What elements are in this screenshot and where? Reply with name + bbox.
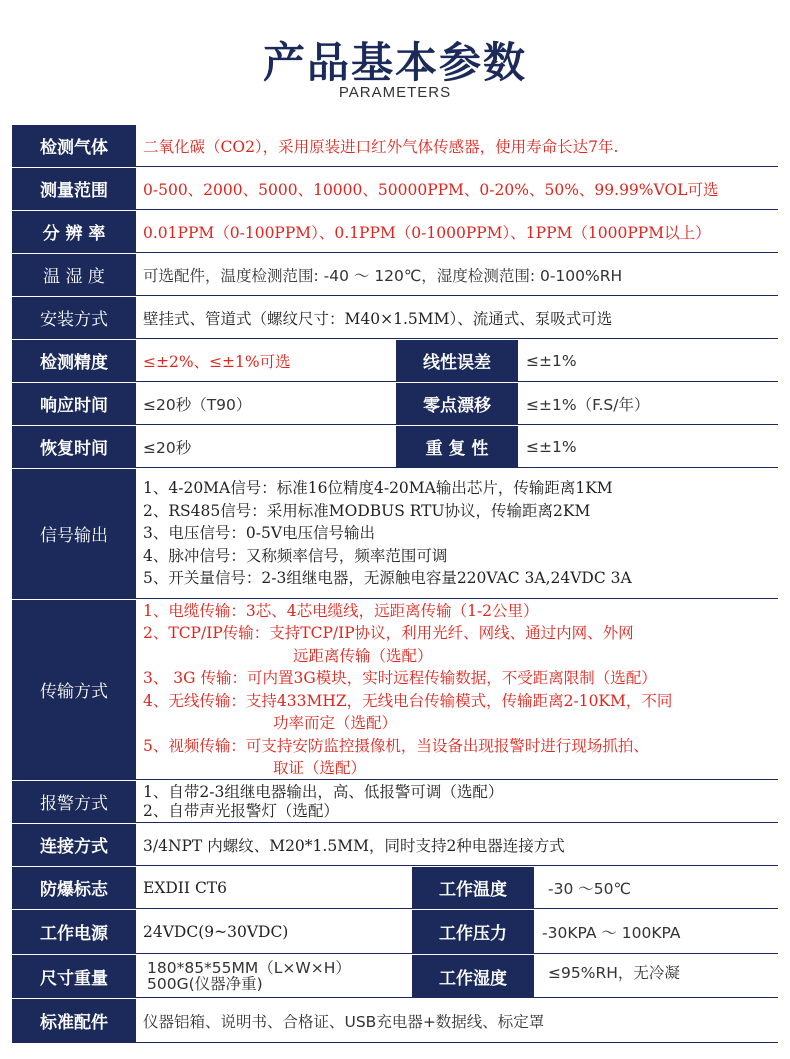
signal-line: 4、脉冲信号：又称频率信号，频率范围可调: [143, 546, 448, 565]
row-alarm: [12, 781, 778, 823]
size-lines: [143, 955, 351, 997]
row-range: [12, 168, 778, 210]
label-alarm: 报警方式: [12, 781, 136, 822]
value-work-humidity: ≤95%RH，无冷凝: [548, 964, 680, 982]
value-temp-humidity: 可选配件，温度检测范围: -40 ～ 120℃，湿度检测范围: 0-100%RH: [143, 266, 623, 285]
value-zero-drift: ≤±1%（F.S/年）: [526, 395, 650, 414]
label-response: 响应时间: [12, 383, 136, 424]
page-title: 产品基本参数: [262, 38, 527, 87]
label-power: 工作电源: [12, 910, 136, 953]
value-gas: 二氧化碳（CO2），采用原装进口红外气体传感器，使用寿命长达7年.: [143, 137, 619, 156]
signal-line: 5、开关量信号：2-3组继电器，无源触电容量220VAC 3A,24VDC 3A: [143, 569, 632, 588]
value-repeatability: ≤±1%: [526, 437, 577, 456]
row-accuracy: [12, 340, 778, 382]
label-work-temp: 工作温度: [412, 867, 534, 908]
row-gas: [12, 125, 778, 167]
label-work-pressure: 工作压力: [412, 910, 534, 953]
label-repeatability: 重 复 性: [396, 426, 518, 467]
row-explosion: [12, 867, 778, 909]
label-transmission: 传输方式: [12, 600, 136, 779]
value-install: 壁挂式、管道式（螺纹尺寸：M40×1.5MM）、流通式、泵吸式可选: [143, 309, 613, 328]
signal-line: 3、电压信号：0-5V电压信号输出: [143, 524, 376, 543]
transmission-line: 3、 3G 传输：可内置3G模块，实时远程传输数据，不受距离限制（选配）: [143, 669, 657, 687]
value-work-temp: -30 ～50℃: [548, 879, 631, 898]
label-resolution: 分 辨 率: [12, 211, 136, 252]
transmission-line: 5、视频传输：可支持安防监控摄像机，当设备出现报警时进行现场抓拍、: [143, 736, 649, 755]
label-work-humidity: 工作湿度: [412, 955, 534, 997]
transmission-line: 1、电缆传输：3芯、4芯电缆线，远距离传输（1-2公里）: [143, 601, 539, 620]
row-temp-humidity: [12, 254, 778, 296]
label-gas: 检测气体: [12, 125, 136, 166]
size-line: 500G(仪器净重): [147, 975, 263, 993]
value-work-pressure: -30KPA ～ 100KPA: [542, 923, 681, 942]
label-explosion: 防爆标志: [12, 867, 136, 908]
value-accuracy: ≤±2%、≤±1%可选: [143, 352, 291, 371]
value-connection: 3/4NPT 内螺纹、M20*1.5MM，同时支持2种电器连接方式: [143, 836, 565, 855]
label-linearity: 线性误差: [396, 340, 518, 381]
row-connection: [12, 824, 778, 866]
alarm-line: 1、自带2-3组继电器输出，高、低报警可调（选配）: [143, 782, 504, 801]
label-accessories: 标准配件: [12, 999, 136, 1042]
size-line: 180*85*55MM（L×W×H）: [147, 959, 351, 977]
transmission-line: 2、TCP/IP传输：支持TCP/IP协议，利用光纤、网线、通过内网、外网: [143, 624, 634, 642]
row-transmission: [12, 600, 778, 780]
row-install: [12, 297, 778, 339]
page-subtitle: PARAMETERS: [338, 84, 452, 101]
label-signal: 信号输出: [12, 469, 136, 598]
signal-line: 1、4-20MA信号：标准16位精度4-20MA输出芯片，传输距离1KM: [143, 479, 613, 498]
row-accessories: [12, 999, 778, 1043]
row-size: [12, 955, 778, 998]
signal-lines: [143, 469, 632, 598]
transmission-line: 远距离传输（选配）: [293, 646, 433, 665]
transmission-line: 4、无线传输：支持433MHZ，无线电台传输模式，传输距离2-10KM，不同: [143, 691, 673, 710]
row-resolution: [12, 211, 778, 253]
value-resolution: 0.01PPM（0-100PPM）、0.1PPM（0-1000PPM）、1PPM（1000PPM以上）: [143, 223, 711, 242]
alarm-line: 2、自带声光报警灯（选配）: [143, 801, 339, 820]
alarm-lines: [143, 781, 503, 822]
row-recovery: [12, 426, 778, 468]
label-range: 测量范围: [12, 168, 136, 209]
row-response: [12, 383, 778, 425]
row-power: [12, 910, 778, 954]
label-size: 尺寸重量: [12, 955, 136, 997]
value-power: 24VDC(9~30VDC): [143, 922, 289, 941]
signal-line: 2、RS485信号：采用标准MODBUS RTU协议，传输距离2KM: [143, 501, 591, 520]
value-accessories: 仪器铝箱、说明书、合格证、USB充电器+数据线、标定罩: [143, 1012, 545, 1031]
row-signal: [12, 469, 778, 599]
value-response: ≤20秒（T90）: [143, 395, 252, 414]
label-recovery: 恢复时间: [12, 426, 136, 467]
value-linearity: ≤±1%: [526, 351, 577, 370]
label-accuracy: 检测精度: [12, 340, 136, 381]
label-install: 安装方式: [12, 297, 136, 338]
value-explosion: EXDII CT6: [143, 878, 228, 897]
transmission-lines: [143, 600, 672, 779]
value-range: 0-500、2000、5000、10000、50000PPM、0-20%、50%、99.99%VOL可选: [143, 180, 719, 199]
value-recovery: ≤20秒: [143, 438, 192, 457]
label-zero-drift: 零点漂移: [396, 383, 518, 424]
transmission-line: 功率而定（选配）: [273, 714, 398, 732]
transmission-line: 取证（选配）: [273, 759, 367, 777]
label-connection: 连接方式: [12, 824, 136, 865]
label-temp-humidity: 温 湿 度: [12, 254, 136, 295]
